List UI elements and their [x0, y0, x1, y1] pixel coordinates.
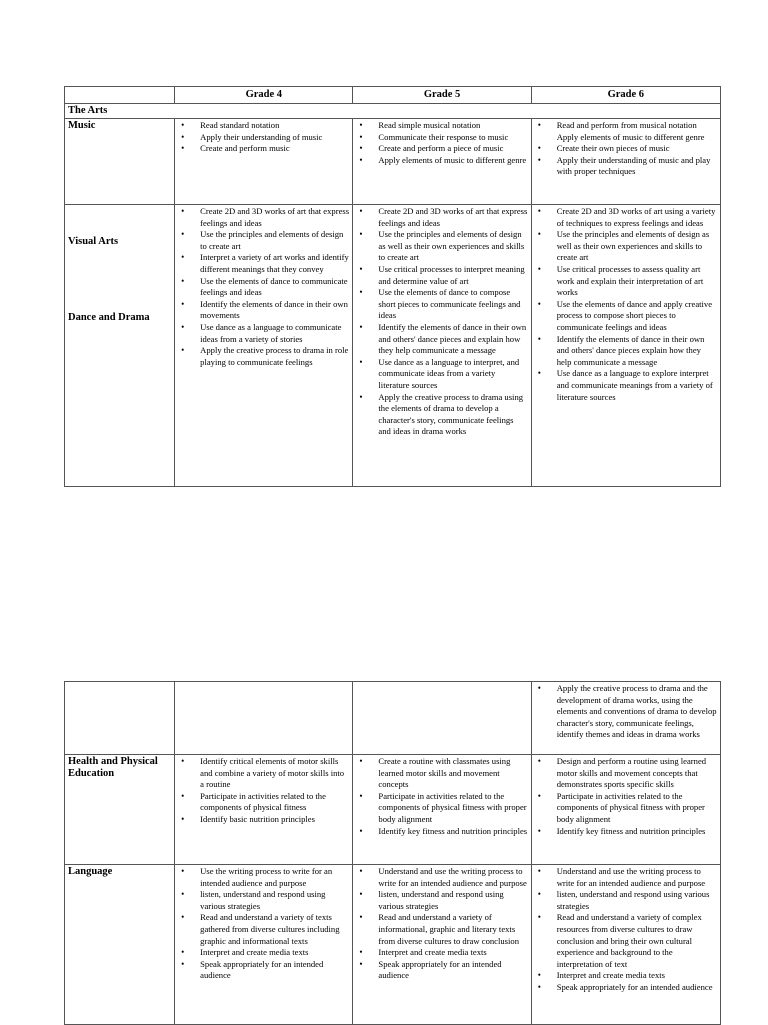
health-grade-4 — [175, 755, 353, 865]
header-grade-6: Grade 6 — [531, 87, 720, 104]
list-item: • Use critical processes to interpret meaning and determine value of art — [356, 264, 527, 287]
drama-continued-row — [65, 682, 721, 755]
list-item: • Read and understand a variety of complex resources from diverse cultures to draw conclusion and bring their own cultural experience and background to the interpretation of text — [535, 912, 717, 970]
language-row — [65, 865, 721, 1025]
list-item: • Create 2D and 3D works of art that express feelings and ideas — [356, 206, 527, 229]
list-item: • Read standard notation — [178, 120, 349, 132]
list-item: • Use the elements of dance to communicate feelings and ideas — [178, 276, 349, 299]
language-grade-5 — [353, 865, 531, 1025]
list-item: • Participate in activities related to the components of physical fitness with proper body alignment — [535, 791, 717, 826]
list-item: • Interpret a variety of art works and identify different meanings that they convey — [178, 252, 349, 275]
list-item: Apply elements of music to different genre — [556, 131, 705, 142]
list-item: • Design and perform a routine using learned motor skills and movement concepts that demonstrates sports specific skills — [535, 756, 717, 791]
list-item: • Use the principles and elements of design to create art — [178, 229, 349, 252]
list-item: • Apply the creative process to drama and the development of drama works, using the elements and conventions of drama to develop character's story, communicate feelings, identify themes and ideas in drama works — [535, 683, 717, 741]
music-row — [65, 119, 721, 205]
list-item: • Create and perform a piece of music — [356, 143, 527, 155]
header-empty — [65, 87, 175, 104]
list-item: • Speak appropriately for an intended audience — [178, 959, 349, 982]
list-item: • Communicate their response to music — [356, 132, 527, 144]
list-item: • Create their own pieces of music — [535, 143, 717, 155]
list-item: • Use the elements of dance and apply creative process to compose short pieces to communicate feelings and ideas — [535, 299, 717, 334]
list-item: • Apply their understanding of music — [178, 132, 349, 144]
list-item: • Apply the creative process to drama in role playing to communicate feelings — [178, 345, 349, 368]
music-grade-5 — [353, 119, 531, 205]
list-item: • Identify basic nutrition principles — [178, 814, 349, 826]
health-language-table — [64, 681, 721, 1025]
health-label: Health and Physical Education — [65, 755, 175, 865]
list-item: • Use critical processes to assess quality art work and explain their interpretation of art works — [535, 264, 717, 299]
list-item: • Use dance as a language to interpret, and communicate ideas from a variety literature sources — [356, 357, 527, 392]
list-item: • Speak appropriately for an intended audience — [356, 959, 527, 982]
arts-curriculum-table — [64, 86, 721, 487]
visual-grade-5 — [353, 205, 531, 487]
header-grade-5: Grade 5 — [353, 87, 531, 104]
dance-drama-label: Dance and Drama — [68, 312, 150, 323]
list-item: • Apply their understanding of music and play with proper techniques — [535, 155, 717, 178]
language-grade-4 — [175, 865, 353, 1025]
list-item: • Apply elements of music to different genre — [356, 155, 527, 167]
list-item: • Identify critical elements of motor skills and combine a variety of motor skills into a routine — [178, 756, 349, 791]
list-item: • listen, understand and respond using various strategies — [356, 889, 527, 912]
list-item: • Use the principles and elements of design as well as their own experiences and skills to create art — [356, 229, 527, 264]
list-item: • Identify the elements of dance in their own and others' dance pieces explain how they help communicate a message — [535, 334, 717, 369]
list-item: • Participate in activities related to the components of physical fitness with proper body alignment — [356, 791, 527, 826]
list-item: • listen, understand and respond using various strategies — [178, 889, 349, 912]
visual-arts-row — [65, 205, 721, 487]
list-item: • Read and understand a variety of texts gathered from diverse cultures including graphic and informational texts — [178, 912, 349, 947]
header-grade-4: Grade 4 — [175, 87, 353, 104]
list-item: • listen, understand and respond using various strategies — [535, 889, 717, 912]
visual-grade-6 — [531, 205, 720, 487]
list-item: • Read and perform from musical notation — [535, 120, 717, 132]
list-item: • Create and perform music — [178, 143, 349, 155]
list-item: • Identify key fitness and nutrition principles — [356, 826, 527, 838]
health-row — [65, 755, 721, 865]
list-item: • Use the writing process to write for an intended audience and purpose — [178, 866, 349, 889]
visual-arts-label: Visual Arts — [68, 236, 119, 247]
list-item: • Read and understand a variety of informational, graphic and literary texts from diverse cultures to draw conclusion — [356, 912, 527, 947]
list-item: • Participate in activities related to the components of physical fitness — [178, 791, 349, 814]
health-grade-5 — [353, 755, 531, 865]
list-item: • Apply the creative process to drama using the elements of drama to develop a character's story, communicate feelings and ideas in drama works — [356, 392, 527, 438]
music-label: Music — [65, 119, 175, 205]
drama-grade-6 — [531, 682, 720, 755]
list-item: • Read simple musical notation — [356, 120, 527, 132]
language-grade-6 — [531, 865, 720, 1025]
list-item: • Speak appropriately for an intended audience — [535, 982, 717, 994]
empty-cell — [353, 682, 531, 755]
visual-grade-4 — [175, 205, 353, 487]
music-grade-4 — [175, 119, 353, 205]
language-label: Language — [65, 865, 175, 1025]
list-item: • Use the elements of dance to compose short pieces to communicate feelings and ideas — [356, 287, 527, 322]
section-title: The Arts — [65, 104, 721, 119]
list-item: • Interpret and create media texts — [356, 947, 527, 959]
list-item: • Use the principles and elements of design as well as their own experiences and skills to create art — [535, 229, 717, 264]
list-item: • Understand and use the writing process to write for an intended audience and purpose — [535, 866, 717, 889]
list-item: • Use dance as a language to explore interpret and communicate meanings from a variety of literature sources — [535, 368, 717, 403]
list-item: • Identify the elements of dance in their own and others' dance pieces and explain how they help communicate a message — [356, 322, 527, 357]
section-row — [65, 104, 721, 119]
header-row — [65, 87, 721, 104]
music-grade-6 — [531, 119, 720, 205]
list-item: • Understand and use the writing process to write for an intended audience and purpose — [356, 866, 527, 889]
list-item: • Create 2D and 3D works of art that express feelings and ideas — [178, 206, 349, 229]
health-grade-6 — [531, 755, 720, 865]
list-item: • Interpret and create media texts — [535, 970, 717, 982]
empty-cell — [65, 682, 175, 755]
visual-dance-labels — [65, 205, 175, 487]
list-item: • Create a routine with classmates using learned motor skills and movement concepts — [356, 756, 527, 791]
list-item: • Create 2D and 3D works of art using a variety of techniques to express feelings and ideas — [535, 206, 717, 229]
list-item: • Use dance as a language to communicate ideas from a variety of stories — [178, 322, 349, 345]
list-item: • Identify the elements of dance in their own movements — [178, 299, 349, 322]
list-item: • Identify key fitness and nutrition principles — [535, 826, 717, 838]
list-item: • Interpret and create media texts — [178, 947, 349, 959]
empty-cell — [175, 682, 353, 755]
